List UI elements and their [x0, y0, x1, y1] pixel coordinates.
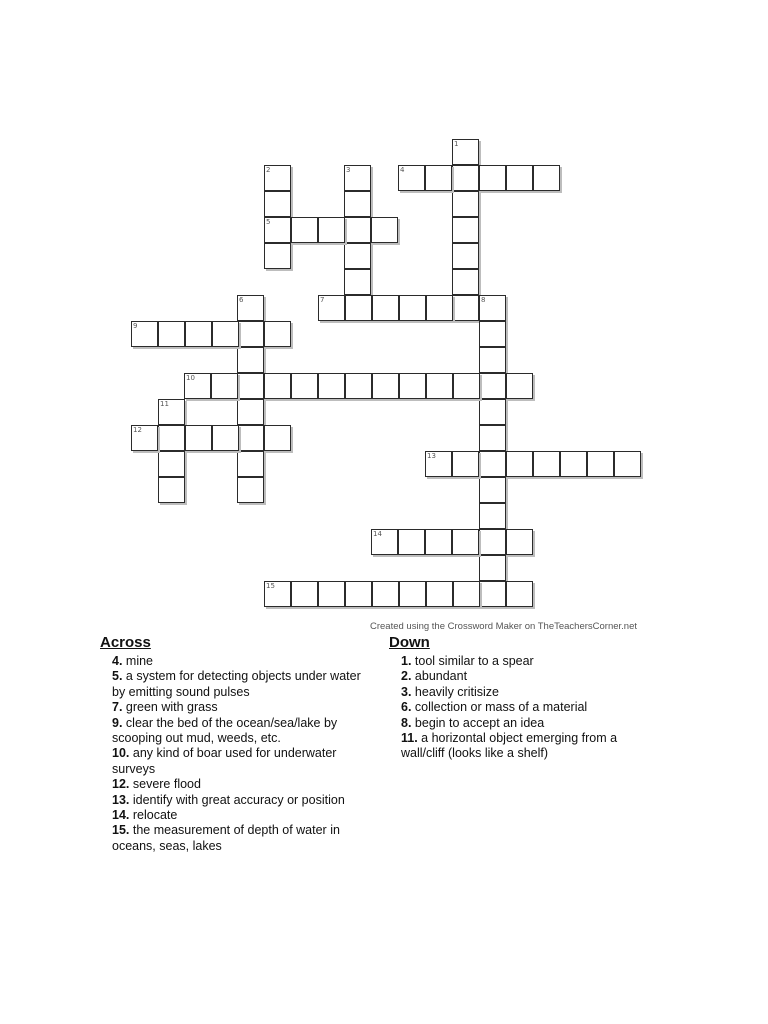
- clue-text: identify with great accuracy or position: [129, 792, 345, 807]
- across-heading: Across: [100, 634, 151, 651]
- grid-cell[interactable]: [506, 529, 533, 555]
- grid-cell[interactable]: [158, 425, 185, 451]
- cell-number: 10: [186, 374, 195, 382]
- clue-number: 6.: [401, 700, 412, 715]
- grid-cell[interactable]: [453, 581, 480, 607]
- cell-number: 2: [266, 166, 271, 174]
- grid-cell[interactable]: [479, 529, 506, 555]
- grid-cell[interactable]: [237, 295, 264, 321]
- down-clues: [389, 634, 659, 762]
- down-clue: [389, 685, 659, 700]
- across-clue: [100, 777, 375, 792]
- grid-cell[interactable]: [131, 425, 158, 451]
- clue-text: a system for detecting objects under water by emitting sound pulses: [112, 669, 361, 699]
- grid-cell[interactable]: [372, 295, 399, 321]
- grid-cell[interactable]: [452, 217, 479, 243]
- grid-cell[interactable]: [264, 373, 291, 399]
- grid-cell[interactable]: [318, 217, 345, 243]
- grid-cell[interactable]: [158, 451, 185, 477]
- clue-text: clear the bed of the ocean/sea/lake by scooping out mud, weeds, etc.: [112, 715, 338, 746]
- grid-cell[interactable]: [479, 477, 506, 503]
- clue-number: 11.: [401, 731, 418, 746]
- down-clue: [389, 669, 659, 684]
- clue-number: 8.: [401, 715, 412, 730]
- grid-cell[interactable]: [237, 399, 264, 425]
- cell-number: 14: [373, 530, 382, 538]
- grid-cell[interactable]: [452, 295, 479, 321]
- grid-cell[interactable]: [426, 373, 453, 399]
- grid-cell[interactable]: [344, 217, 371, 243]
- across-clue: [100, 746, 375, 777]
- cell-number: 3: [346, 166, 351, 174]
- across-clue: [100, 669, 375, 700]
- grid-cell[interactable]: [452, 451, 479, 477]
- clue-text: abundant: [411, 669, 468, 684]
- cell-number: 11: [160, 400, 169, 408]
- grid-cell[interactable]: [237, 451, 264, 477]
- grid-cell[interactable]: [479, 503, 506, 529]
- across-clue: [100, 808, 375, 823]
- clue-number: 2.: [401, 669, 412, 684]
- across-clue-list: [100, 654, 375, 854]
- clue-text: heavily critisize: [411, 684, 499, 699]
- grid-cell[interactable]: [452, 165, 479, 191]
- grid-cell[interactable]: [614, 451, 641, 477]
- grid-cell[interactable]: [533, 165, 560, 191]
- clue-number: 5.: [112, 669, 123, 684]
- grid-cell[interactable]: [264, 243, 291, 269]
- grid-cell[interactable]: [237, 347, 264, 373]
- grid-cell[interactable]: [345, 581, 372, 607]
- grid-cell[interactable]: [131, 321, 158, 347]
- grid-cell[interactable]: [237, 425, 264, 451]
- grid-cell[interactable]: [479, 451, 506, 477]
- clue-text: severe flood: [129, 777, 201, 792]
- clue-text: any kind of boar used for underwater surveys: [112, 746, 337, 776]
- down-clue-list: [389, 654, 659, 762]
- clue-text: the measurement of depth of water in oceans, seas, lakes: [112, 823, 340, 853]
- grid-cell[interactable]: [399, 373, 426, 399]
- grid-cell[interactable]: [264, 165, 291, 191]
- cell-number: 8: [481, 296, 486, 304]
- grid-cell[interactable]: [452, 243, 479, 269]
- clue-number: 13.: [112, 792, 130, 807]
- grid-cell[interactable]: [479, 347, 506, 373]
- grid-cell[interactable]: [479, 165, 506, 191]
- down-clue: [389, 654, 659, 669]
- clue-number: 10.: [112, 746, 130, 761]
- clue-number: 15.: [112, 823, 130, 838]
- grid-cell[interactable]: [372, 373, 399, 399]
- clue-text: mine: [122, 654, 154, 668]
- grid-cell[interactable]: [345, 373, 372, 399]
- grid-cell[interactable]: [506, 373, 533, 399]
- cell-number: 4: [400, 166, 405, 174]
- cell-number: 1: [454, 140, 459, 148]
- grid-cell[interactable]: [399, 295, 426, 321]
- down-clue: [389, 700, 659, 715]
- grid-cell[interactable]: [185, 425, 212, 451]
- grid-cell[interactable]: [264, 425, 291, 451]
- cell-number: 15: [266, 582, 275, 590]
- clue-text: green with grass: [122, 700, 218, 715]
- grid-cell[interactable]: [345, 295, 372, 321]
- grid-cell[interactable]: [452, 529, 479, 555]
- grid-cell[interactable]: [318, 373, 345, 399]
- grid-cell[interactable]: [479, 555, 506, 581]
- grid-cell[interactable]: [184, 373, 211, 399]
- grid-cell[interactable]: [185, 321, 212, 347]
- grid-cell[interactable]: [371, 529, 398, 555]
- grid-cell[interactable]: [453, 373, 480, 399]
- clue-text: a horizontal object emerging from a wall/cliff (looks like a shelf): [401, 731, 618, 761]
- grid-cell[interactable]: [506, 451, 533, 477]
- grid-cell[interactable]: [318, 295, 345, 321]
- grid-cell[interactable]: [291, 217, 318, 243]
- cell-number: 5: [266, 218, 271, 226]
- clue-number: 1.: [401, 654, 412, 668]
- grid-cell[interactable]: [291, 373, 318, 399]
- grid-cell[interactable]: [264, 191, 291, 217]
- grid-cell[interactable]: [426, 295, 453, 321]
- grid-cell[interactable]: [371, 217, 398, 243]
- grid-cell[interactable]: [587, 451, 614, 477]
- grid-cell[interactable]: [158, 477, 185, 503]
- grid-cell[interactable]: [479, 295, 506, 321]
- across-clues: [100, 634, 375, 854]
- grid-cell[interactable]: [264, 581, 291, 607]
- grid-cell[interactable]: [425, 165, 452, 191]
- grid-cell[interactable]: [291, 581, 318, 607]
- grid-cell[interactable]: [560, 451, 587, 477]
- clue-number: 7.: [112, 700, 123, 715]
- grid-cell[interactable]: [425, 529, 452, 555]
- grid-cell[interactable]: [212, 321, 239, 347]
- grid-cell[interactable]: [237, 477, 264, 503]
- across-clue: [100, 793, 375, 808]
- across-clue: [100, 716, 375, 747]
- grid-cell[interactable]: [506, 581, 533, 607]
- grid-cell[interactable]: [479, 581, 506, 607]
- grid-cell[interactable]: [479, 321, 506, 347]
- clue-number: 4.: [112, 654, 123, 668]
- grid-cell[interactable]: [452, 191, 479, 217]
- grid-cell[interactable]: [425, 451, 452, 477]
- grid-cell[interactable]: [533, 451, 560, 477]
- clue-number: 3.: [401, 684, 412, 699]
- grid-cell[interactable]: [264, 217, 291, 243]
- grid-cell[interactable]: [318, 581, 345, 607]
- grid-cell[interactable]: [212, 425, 239, 451]
- across-clue: [100, 654, 375, 669]
- down-clue: [389, 731, 659, 762]
- grid-cell[interactable]: [452, 139, 479, 165]
- grid-cell[interactable]: [264, 321, 291, 347]
- clue-number: 12.: [112, 777, 130, 792]
- clue-number: 9.: [112, 715, 123, 730]
- grid-cell[interactable]: [372, 581, 399, 607]
- grid-cell[interactable]: [398, 529, 425, 555]
- grid-cell[interactable]: [344, 191, 371, 217]
- grid-cell[interactable]: [344, 269, 371, 295]
- down-clue: [389, 716, 659, 731]
- credit-line: Created using the Crossword Maker on TheTeachersCorner.net: [370, 621, 638, 632]
- clue-text: relocate: [129, 808, 178, 823]
- clue-text: begin to accept an idea: [411, 715, 545, 730]
- clue-number: 14.: [112, 808, 130, 823]
- grid-cell[interactable]: [479, 399, 506, 425]
- clue-text: tool similar to a spear: [411, 654, 534, 668]
- grid-cell[interactable]: [506, 165, 533, 191]
- grid-cell[interactable]: [479, 373, 506, 399]
- across-clue: [100, 700, 375, 715]
- down-heading: Down: [389, 634, 430, 651]
- grid-cell[interactable]: [399, 581, 426, 607]
- grid-cell[interactable]: [479, 425, 506, 451]
- grid-cell[interactable]: [398, 165, 425, 191]
- clue-text: collection or mass of a material: [411, 700, 588, 715]
- cell-number: 13: [427, 452, 436, 460]
- grid-cell[interactable]: [344, 165, 371, 191]
- cell-number: 6: [239, 296, 244, 304]
- grid-cell[interactable]: [344, 243, 371, 269]
- cell-number: 9: [133, 322, 138, 330]
- across-clue: [100, 823, 375, 854]
- grid-cell[interactable]: [426, 581, 453, 607]
- grid-cell[interactable]: [237, 373, 264, 399]
- grid-cell[interactable]: [158, 399, 185, 425]
- grid-cell[interactable]: [452, 269, 479, 295]
- cell-number: 12: [133, 426, 142, 434]
- grid-cell[interactable]: [237, 321, 264, 347]
- grid-cell[interactable]: [158, 321, 185, 347]
- grid-cell[interactable]: [211, 373, 238, 399]
- cell-number: 7: [320, 296, 325, 304]
